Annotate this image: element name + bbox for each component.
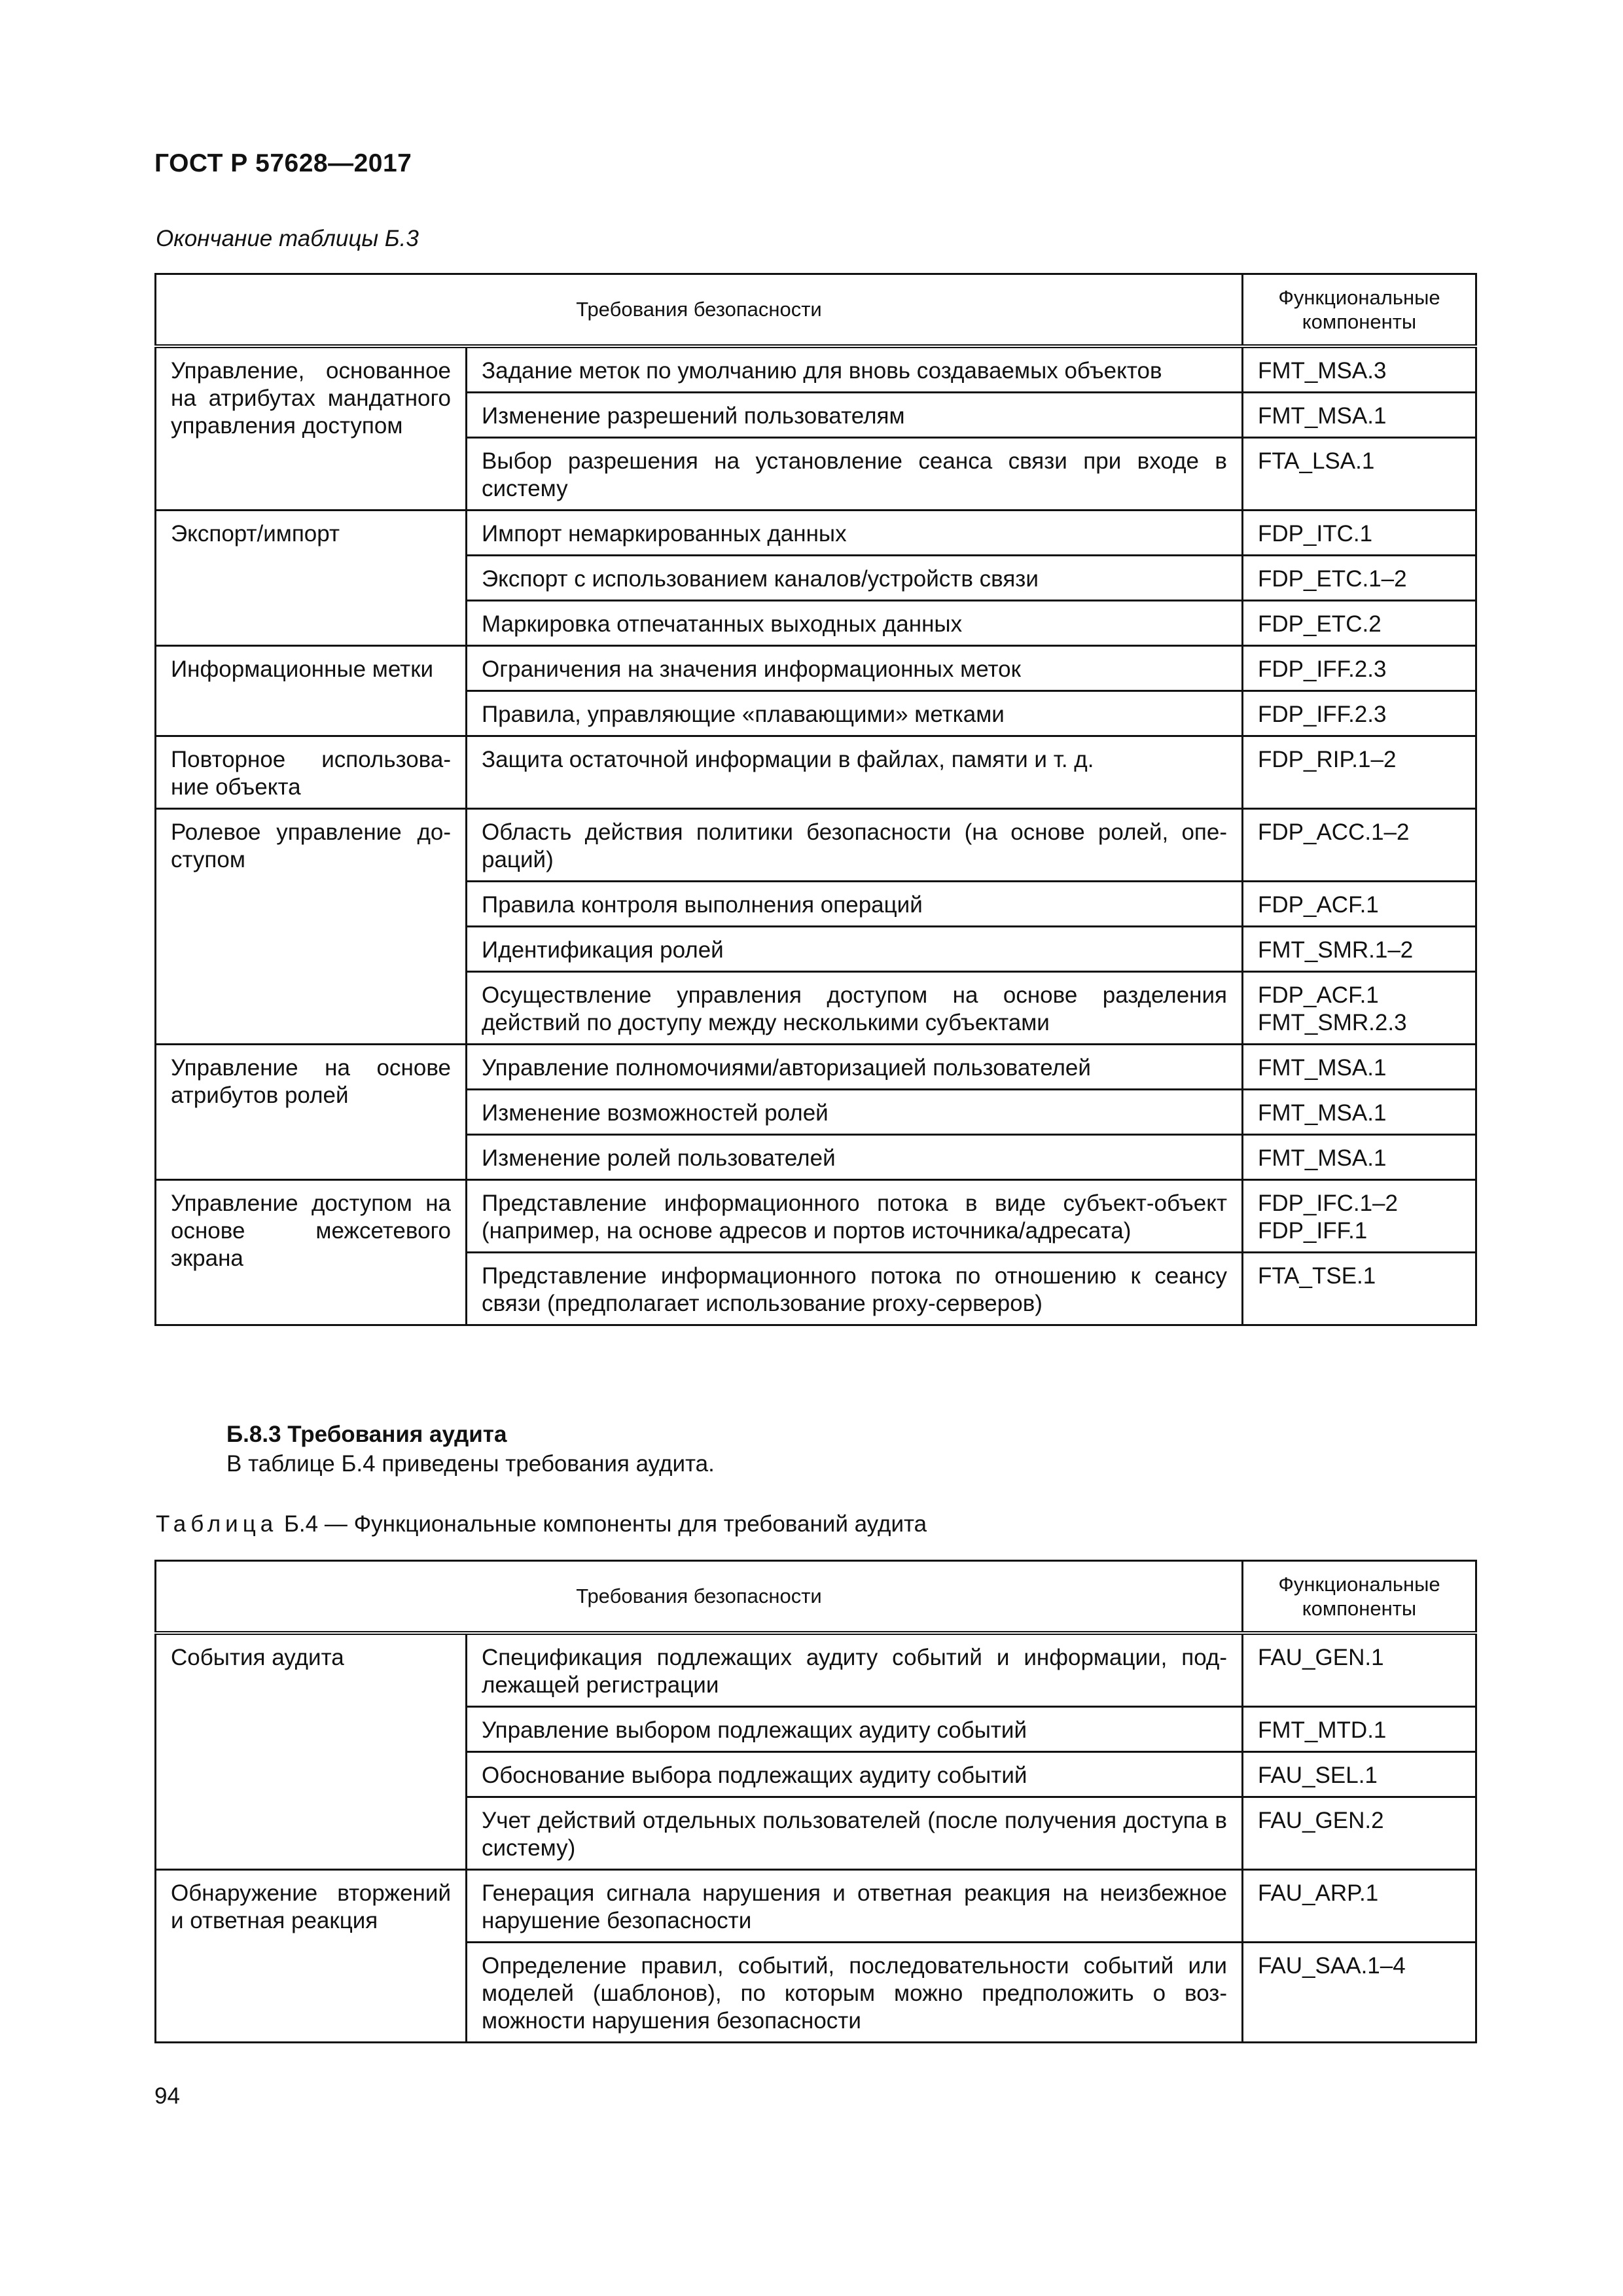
table-b4-label: Таблица [156, 1511, 278, 1537]
component-cell: FMT_MSA.1 [1243, 1044, 1476, 1089]
table-row [156, 510, 1476, 555]
table-row [156, 1869, 1476, 1942]
requirement-cell: Генерация сигнала нарушения и ответная реакция на неизбежное нарушение безопасности [467, 1869, 1243, 1942]
requirement-cell: Представление информационного потока по отношению к сеансу связи (предполагает использование proxy-серверов) [467, 1252, 1243, 1325]
component-cell: FTA_TSE.1 [1243, 1252, 1476, 1325]
component-cell: FAU_GEN.1 [1243, 1633, 1476, 1707]
requirement-cell: Импорт немаркированных данных [467, 510, 1243, 555]
component-cell: FDP_IFC.1–2 FDP_IFF.1 [1243, 1179, 1476, 1252]
requirement-cell: Область действия политики безопасности (на основе ролей, операций) [467, 808, 1243, 881]
requirement-cell: Управление полномочиями/авторизацией пользователей [467, 1044, 1243, 1089]
group-name: Повторное использование объекта [156, 736, 467, 808]
group-name: Управление, основанное на атрибутах мандатного управления доступом [156, 346, 467, 511]
table-b4-body [156, 1633, 1476, 2043]
component-cell: FMT_MSA.1 [1243, 1134, 1476, 1179]
requirement-cell: Изменение возможностей ролей [467, 1089, 1243, 1134]
requirement-cell: Обоснование выбора подлежащих аудиту событий [467, 1751, 1243, 1797]
table-b3 [154, 273, 1477, 1326]
requirement-cell: Идентификация ролей [467, 926, 1243, 971]
component-cell: FAU_SEL.1 [1243, 1751, 1476, 1797]
requirement-cell: Спецификация подлежащих аудиту событий и информации, подлежащей регистрации [467, 1633, 1243, 1707]
component-cell: FMT_MSA.1 [1243, 1089, 1476, 1134]
table-row [156, 1179, 1476, 1252]
requirement-cell: Защита остаточной информации в файлах, памяти и т. д. [467, 736, 1243, 808]
requirement-cell: Изменение ролей пользователей [467, 1134, 1243, 1179]
group-name: Управление доступом на основе межсетевого экрана [156, 1179, 467, 1325]
component-cell: FDP_ITC.1 [1243, 510, 1476, 555]
section-title: Б.8.3 Требования аудита [226, 1422, 507, 1447]
requirement-cell: Осуществление управления доступом на основе разделения действий по доступу между несколькими субъектами [467, 971, 1243, 1044]
page-number: 94 [154, 2083, 180, 2109]
group-name: События аудита [156, 1633, 467, 1870]
table-row [156, 1633, 1476, 1707]
requirement-cell: Выбор разрешения на установление сеанса связи при входе в систему [467, 437, 1243, 510]
requirement-cell: Правила контроля выполнения операций [467, 881, 1243, 926]
group-name: Экспорт/импорт [156, 510, 467, 645]
header-components: Функциональные компоненты [1243, 274, 1476, 346]
group-name: Информационные метки [156, 645, 467, 736]
requirement-cell: Представление информационного потока в виде субъект-объект (например, на основе адресов и портов источника/адресата) [467, 1179, 1243, 1252]
table-b4 [154, 1560, 1477, 2043]
component-cell: FMT_SMR.1–2 [1243, 926, 1476, 971]
requirement-cell: Изменение разрешений пользователям [467, 392, 1243, 437]
component-cell: FDP_ETC.2 [1243, 600, 1476, 645]
component-cell: FAU_SAA.1–4 [1243, 1942, 1476, 2042]
requirement-cell: Ограничения на значения информационных меток [467, 645, 1243, 691]
table-b3-caption: Окончание таблицы Б.3 [156, 226, 419, 251]
requirement-cell: Экспорт с использованием каналов/устройств связи [467, 555, 1243, 600]
component-cell: FMT_MSA.3 [1243, 346, 1476, 393]
table-row [156, 808, 1476, 881]
requirement-cell: Задание меток по умолчанию для вновь создаваемых объектов [467, 346, 1243, 393]
component-cell: FDP_IFF.2.3 [1243, 645, 1476, 691]
document-id: ГОСТ Р 57628—2017 [154, 149, 412, 177]
table-row [156, 346, 1476, 393]
component-cell: FDP_IFF.2.3 [1243, 691, 1476, 736]
table-b4-title-text: Б.4 — Функциональные компоненты для требований аудита [277, 1511, 927, 1537]
component-cell: FMT_MTD.1 [1243, 1706, 1476, 1751]
component-cell: FDP_ACC.1–2 [1243, 808, 1476, 881]
table-row [156, 645, 1476, 691]
header-requirements: Требования безопасности [156, 1561, 1243, 1633]
header-requirements: Требования безопасности [156, 274, 1243, 346]
requirement-cell: Правила, управляющие «плавающими» метками [467, 691, 1243, 736]
component-cell: FTA_LSA.1 [1243, 437, 1476, 510]
group-name: Управление на основе атрибутов ролей [156, 1044, 467, 1179]
group-name: Обнаружение вторжений и ответная реакция [156, 1869, 467, 2042]
component-cell: FDP_ETC.1–2 [1243, 555, 1476, 600]
component-cell: FAU_ARP.1 [1243, 1869, 1476, 1942]
component-cell: FAU_GEN.2 [1243, 1797, 1476, 1869]
requirement-cell: Определение правил, событий, последовательности событий или моделей (шаблонов), по которым можно предположить о возможности нарушения безопасности [467, 1942, 1243, 2042]
component-cell: FDP_ACF.1 [1243, 881, 1476, 926]
component-cell: FMT_MSA.1 [1243, 392, 1476, 437]
header-components: Функциональные компоненты [1243, 1561, 1476, 1633]
component-cell: FDP_ACF.1 FMT_SMR.2.3 [1243, 971, 1476, 1044]
table-row [156, 736, 1476, 808]
component-cell: FDP_RIP.1–2 [1243, 736, 1476, 808]
requirement-cell: Учет действий отдельных пользователей (после получения доступа в систему) [467, 1797, 1243, 1869]
section-text: В таблице Б.4 приведены требования аудита. [226, 1451, 715, 1477]
table-b4-title [156, 1511, 927, 1537]
group-name: Ролевое управление доступом [156, 808, 467, 1044]
table-b3-body [156, 346, 1476, 1325]
table-row [156, 1044, 1476, 1089]
requirement-cell: Управление выбором подлежащих аудиту событий [467, 1706, 1243, 1751]
requirement-cell: Маркировка отпечатанных выходных данных [467, 600, 1243, 645]
